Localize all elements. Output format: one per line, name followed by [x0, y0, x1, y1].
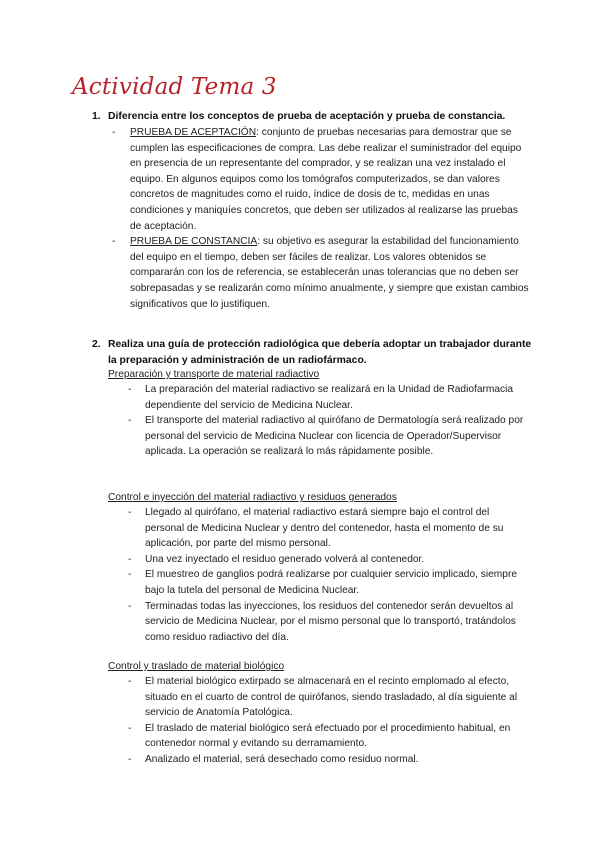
bullet-dash: - — [128, 676, 132, 687]
bullet-dash: - — [128, 569, 132, 581]
list-item — [128, 752, 530, 768]
list-item — [128, 382, 530, 413]
definition-text: : su objetivo es asegurar la estabilidad del funcionamiento del equipo en el tiempo, deben ser fáciles de realizar. Los valores obtenidos se compararán con los de referencia, se establecerán unas tolerancias que no deben ser sobrepasadas y se realizarán como mínimo anualmente, y siempre que existan cambios significativos que lo justifiquen. — [130, 236, 529, 310]
question-number: 2. — [92, 339, 101, 350]
list-item — [112, 234, 530, 312]
term-prueba-constancia: PRUEBA DE CONSTANCIA — [130, 236, 258, 248]
list-item — [128, 674, 530, 721]
q1-list — [112, 125, 530, 312]
question-text: Realiza una guía de protección radiológica que debería adoptar un trabajador durante la preparación y administración de un radiofármaco. — [108, 339, 532, 366]
bullet-dash: - — [128, 384, 132, 395]
list-item-text: Terminadas todas las inyecciones, los residuos del contenedor serán devueltos al servicio de Medicina Nuclear, por el mismo personal que lo transportó, tratándolos como residuo radiactivo del día. — [145, 600, 516, 643]
bullet-dash: - — [128, 507, 132, 518]
section-list-preparacion — [128, 382, 530, 460]
list-item-text: Una vez inyectado el residuo generado volverá al contenedor. — [145, 553, 425, 565]
bullet-dash: - — [128, 415, 132, 427]
list-item-text: El transporte del material radiactivo al quirófano de Dermatología será realizado por personal del servicio de Medicina Nuclear con licencia de Operador/Supervisor aplicada. La operación se realizará lo más rápidamente posible. — [145, 415, 524, 458]
list-item — [128, 721, 530, 752]
bullet-dash: - — [128, 553, 132, 565]
question-text: Diferencia entre los conceptos de prueba de aceptación y prueba de constancia. — [108, 111, 506, 122]
bullet-dash: - — [128, 722, 132, 734]
question-1 — [92, 109, 532, 125]
section-heading-material-biologico: Control y traslado de material biológico — [108, 661, 285, 672]
list-item-text: El traslado de material biológico será efectuado por el procedimiento habitual, en contenedor normal y evitando su derramamiento. — [145, 722, 511, 750]
list-item-text: El muestreo de ganglios podrá realizarse por cualquier servicio implicado, siempre bajo la tutela del personal de Medicina Nuclear. — [145, 569, 518, 596]
list-item — [128, 413, 530, 460]
list-item — [128, 567, 530, 598]
section-heading-preparacion: Preparación y transporte de material radiactivo — [108, 369, 320, 380]
term-prueba-aceptacion: PRUEBA DE ACEPTACIÓN — [130, 127, 257, 138]
definition-text: : conjunto de pruebas necesarias para demostrar que se cumplen las especificaciones de compra. Las debe realizar el suministrador del equipo en presencia de un representante del comprador, y se realizan una vez instalado el equipo. En algunos equipos como los tomógrafos computerizados, se dan valores concretos de magnitudes como el ruido, índice de dosis de tc, medidas en unas condiciones y maniquíes concretos, que deben ser utilizados al realizarse las pruebas de aceptación. — [130, 127, 522, 232]
bullet-dash: - — [128, 753, 132, 765]
page-title: Actividad Tema 3 — [72, 74, 277, 100]
list-item — [112, 125, 530, 234]
list-item — [128, 505, 530, 552]
question-number: 1. — [92, 111, 101, 122]
bullet-dash: - — [112, 127, 116, 138]
question-2 — [92, 337, 532, 368]
bullet-dash: - — [112, 236, 116, 248]
section-list-material-biologico — [128, 674, 530, 768]
list-item-text: La preparación del material radiactivo se realizará en la Unidad de Radiofarmacia dependiente del servicio de Medicina Nuclear. — [145, 384, 514, 411]
list-item-text: El material biológico extirpado se almacenará en el recinto emplomado al efecto, situado en el cuarto de control de quirófanos, siendo trasladado, al día siguiente al servicio de Anatomía Patológica. — [145, 676, 518, 719]
section-list-control-inyeccion — [128, 505, 530, 645]
list-item — [128, 552, 530, 568]
list-item-text: Llegado al quirófano, el material radiactivo estará siempre bajo el control del personal de Medicina Nuclear y dentro del contenedor, hasta el momento de su aplicación, por parte del mismo personal. — [145, 507, 504, 550]
list-item — [128, 599, 530, 646]
section-heading-control-inyeccion: Control e inyección del material radiactivo y residuos generados — [108, 492, 397, 503]
list-item-text: Analizado el material, será desechado como residuo normal. — [145, 753, 419, 765]
bullet-dash: - — [128, 600, 132, 612]
